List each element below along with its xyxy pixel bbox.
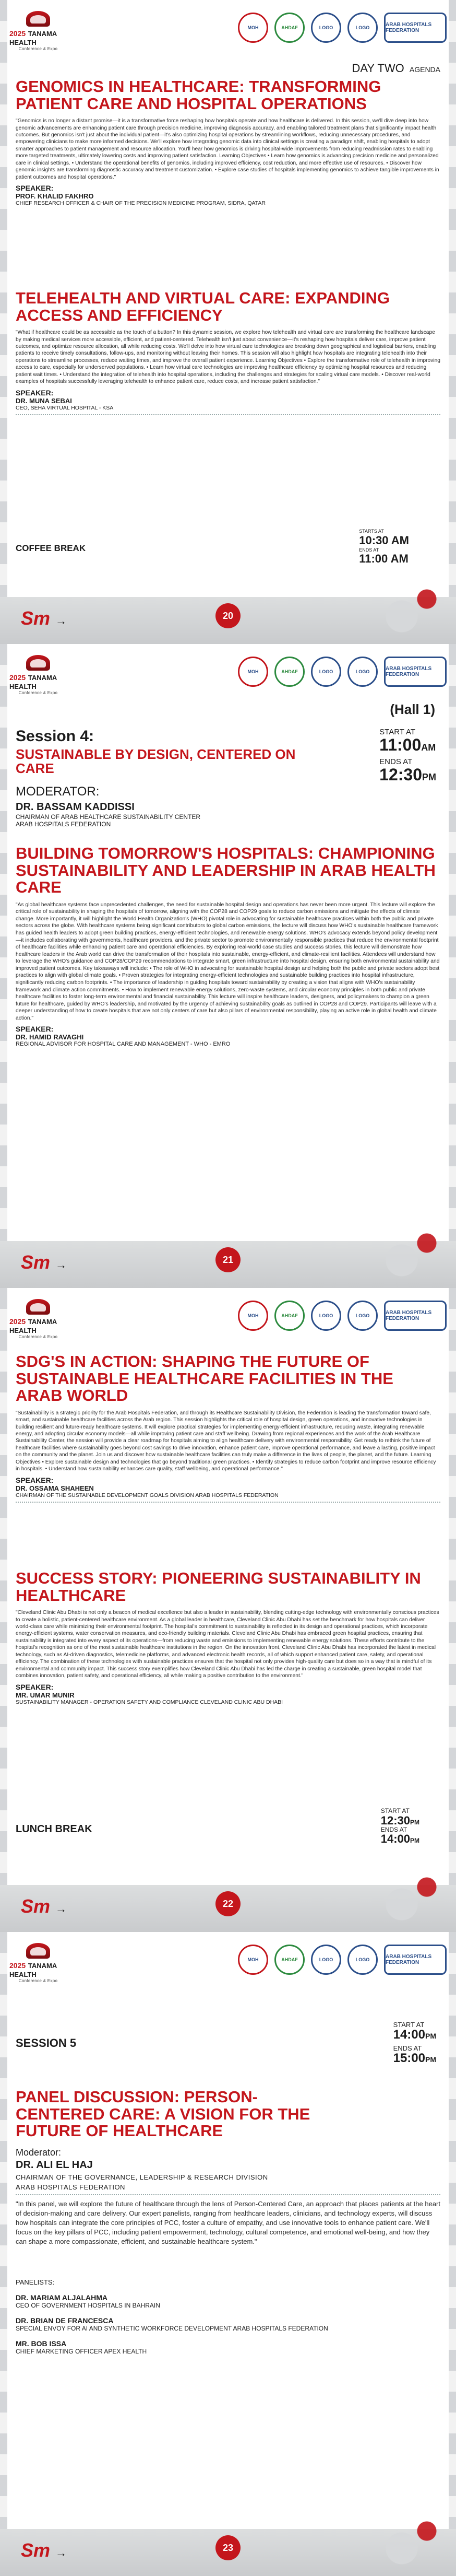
partner-logos	[67, 651, 447, 687]
partner-logo-5: ARAB HOSPITALS FEDERATION	[384, 657, 447, 687]
talk-title: TELEHEALTH AND VIRTUAL CARE: EXPANDING ACCESS AND EFFICIENCY	[16, 289, 390, 324]
start-caption: START AT	[379, 728, 416, 736]
crest-icon	[26, 1299, 50, 1315]
start-caption: START AT	[393, 2021, 425, 2029]
speaker-label: SPEAKER:	[16, 1476, 54, 1484]
end-time: 12:30	[379, 765, 422, 784]
partner-logos	[67, 1295, 447, 1331]
talk-sdgs	[16, 1353, 440, 1506]
partner-logo-4: LOGO	[347, 1945, 378, 1975]
speaker-name: DR. OSSAMA SHAHEEN	[16, 1484, 94, 1492]
divider	[16, 2194, 440, 2195]
panelist-role: CHIEF MARKETING OFFICER APEX HEALTH	[16, 2347, 147, 2355]
page-number: 23	[215, 2535, 241, 2560]
talk-description: "Genomics is no longer a distant promise—it is a transformative force reshaping how hospitals operate and how healthcare is delivered. In this session, we'll dive deep into how genomic advancements are enhancing patient care through precision medicine, improving diagnosis accuracy, and enabling tailored treatment plans that significantly impact health outcomes. But genomics isn't just about the individual patient—it's also optimizing hospital operations by streamlining workflows, reducing unnecessary procedures, and empowering clinicians to make more informed decisions. We'll explore how integrating genomic data into clinical settings is creating a paradigm shift, enabling hospitals to adopt smarter approaches to patient management and resource allocation. You'll hear how genomics is driving hospital-wide improvements from reducing readmission rates to enabling more targeted treatments, ultimately lowering costs and improving patient satisfaction. Learning Objectives • Learn how genomics is advancing precision medicine and personalized care in clinical settings. • Understand the operational benefits of genomics, including improved efficiency, cost reduction, and more effective use of resources. • Discover how genomic insights are transforming diagnostic accuracy and treatment customization. • Explore case studies of hospitals implementing genomics to achieve tangible improvements in patient outcomes and hospital operations."	[16, 118, 439, 180]
partner-logo-2: AHDAF	[274, 657, 305, 687]
speaker-role: CHAIRMAN OF THE SUSTAINABLE DEVELOPMENT GOALS DIVISION ARAB HOSPITALS FEDERATION	[16, 1492, 279, 1498]
agenda-page-20	[0, 0, 456, 644]
partner-logo-5: ARAB HOSPITALS FEDERATION	[384, 1945, 447, 1975]
partner-logo-3: LOGO	[311, 13, 341, 43]
decorative-graphic	[383, 576, 446, 634]
partner-logo-2: AHDAF	[274, 1945, 305, 1975]
arrow-icon: →	[55, 1902, 67, 1915]
brand-year: 2025	[9, 29, 26, 38]
partner-logo-1: MOH	[238, 1301, 268, 1331]
page-header	[9, 651, 447, 701]
panelist-name: DR. MARIAM ALJALAHMA	[16, 2293, 108, 2302]
speaker-label: SPEAKER:	[16, 388, 54, 397]
partner-logo-4: LOGO	[347, 657, 378, 687]
decorative-graphic	[383, 2508, 446, 2566]
talk-description: "As global healthcare systems face unprecedented challenges, the need for sustainable hospital design and operations has never been more urgent. This lecture will explore the critical role of sustainability in shaping the hospitals of tomorrow, aligning with the COP28 and COP29 goals to reduce carbon emissions and mitigate the effects of climate change. More importantly, it will highlight the World Health Organization's (WHO) pivotal role in advocating for sustainable healthcare practices within both the public and private sectors across the globe. With healthcare systems being significant contributors to global carbon emissions, the lecture will discuss how WHO's sustainable healthcare framework has guided health leaders to adopt green building practices, energy-efficient technologies, and renewable energy solutions. WHO's advocacy extends beyond policy development—it includes collaborating with governments, healthcare providers, and the private sector to promote environmentally responsible practices that reduce the environmental footprint of healthcare facilities while enhancing patient care and operational efficiencies. By exploring real-world case studies and success stories, this lecture will demonstrate how healthcare leaders in the Arab world can drive the transformation of their hospitals into sustainable, energy-efficient, and climate-resilient facilities. Attendees will understand how to leverage the WHO's guidance and COP28/COP29 recommendations to integrate smart, green infrastructure into hospital design, ensuring both environmental sustainability and improved patient outcomes. Key takeaways will include: • The role of WHO in advocating for sustainable hospital design and helping both the public and private sectors adopt best practices to align with global climate goals. • Proven strategies for integrating energy-efficient technologies and sustainable building practices into hospital infrastructure, significantly reducing carbon footprints. • The importance of leadership in guiding hospitals toward sustainability by creating a vision that aligns with WHO's sustainability framework and climate action commitments. • How to implement renewable energy solutions, zero-waste systems, and circular economy principles in both public and private healthcare facilities to foster long-term environmental and financial sustainability. This lecture will inspire healthcare leaders, designers, and policymakers to champion a green future for healthcare, guided by WHO's leadership, and motivated by the urgency of achieving sustainability goals as outlined in COP28 and COP29. Participants will leave with a deeper understanding of how to create hospitals that are not only centers of care but also pillars of environmental responsibility, playing an active role in global health and climate action."	[16, 901, 440, 1021]
break-end-caption: ENDS AT	[359, 547, 379, 553]
panelist-name: DR. BRIAN DE FRANCESCA	[16, 2316, 114, 2325]
panel-title: PANEL DISCUSSION: PERSON-CENTERED CARE: A VISION FOR THE FUTURE OF HEALTHCARE	[16, 2088, 310, 2140]
talk-genomics	[16, 78, 440, 206]
panelist-name: MR. BOB ISSA	[16, 2339, 67, 2348]
break-start-caption: START AT	[380, 1807, 410, 1814]
crest-icon	[26, 1943, 50, 1959]
talk-title: SUCCESS STORY: PIONEERING SUSTAINABILITY IN HEALTHCARE	[16, 1569, 421, 1605]
brand-sub: Conference & Expo	[18, 1334, 58, 1339]
side-stripe-right	[449, 644, 456, 1288]
speaker-label: SPEAKER:	[16, 1682, 54, 1691]
partner-logo-2: AHDAF	[274, 1301, 305, 1331]
moderator-org: ARAB HOSPITALS FEDERATION	[16, 820, 111, 828]
crest-icon	[26, 11, 50, 27]
footer-mark-text: Sm	[21, 607, 51, 629]
page-header	[9, 1939, 447, 1989]
talk-description: "Cleveland Clinic Abu Dhabi is not only a beacon of medical excellence but also a leader in sustainability, blending cutting-edge technology with environmentally conscious practices to create a holistic, patient-centered healthcare environment. As a global leader in healthcare, Cleveland Clinic Abu Dhabi has set the benchmark for how hospitals can deliver world-class care while minimizing their environmental footprint. The hospital's commitment to sustainability is reflected in its design and operational practices, which incorporate energy-efficient systems, water conservation measures, and eco-friendly building materials. Cleveland Clinic Abu Dhabi has embraced green hospital practices, ensuring that sustainability is integrated into every aspect of its operations—from reducing waste and emissions to implementing renewable energy solutions. These efforts contribute to the hospital's recognition as one of the most sustainable healthcare institutions in the region. On the innovation front, Cleveland Clinic Abu Dhabi has incorporated the latest in medical technology, such as AI-driven diagnostics, telemedicine platforms, and advanced electronic health records, all of which support enhanced patient care, safety, and operational efficiency. The combination of these technologies with sustainable practices ensures that the hospital not only provides high-quality care but does so in a way that is mindful of its environmental and community impact. This success story exemplifies how Cleveland Clinic Abu Dhabi has led the charge in creating a sustainable, green hospital model that combines innovation, patient safety, and operational efficiency, all while making a positive contribution to the environment."	[16, 1610, 439, 1679]
partner-logo-1: MOH	[238, 1945, 268, 1975]
side-stripe-right	[449, 1932, 456, 2576]
speaker-role: CHIEF RESEARCH OFFICER & CHAIR OF THE PRECISION MEDICINE PROGRAM, SIDRA, QATAR	[16, 200, 266, 207]
moderator-label: MODERATOR:	[16, 784, 100, 799]
break-end-suffix: PM	[410, 1837, 419, 1845]
break-end-caption: ENDS AT	[380, 1825, 407, 1833]
footer-mark	[21, 1251, 67, 1273]
speaker-role: SUSTAINABILITY MANAGER - OPERATION SAFETY AND COMPLIANCE CLEVELAND CLINIC ABU DHABI	[16, 1699, 283, 1705]
arrow-icon: →	[55, 1258, 67, 1271]
brand-name: TANAMA HEALTH	[9, 1961, 57, 1978]
talk-title: BUILDING TOMORROW'S HOSPITALS: CHAMPIONING SUSTAINABILITY AND LEADERSHIP IN ARAB HEALTH CARE	[16, 844, 436, 897]
footer-mark-text: Sm	[21, 1251, 51, 1273]
side-stripe-left	[0, 644, 7, 1288]
agenda-page-23	[0, 1932, 456, 2576]
brand-year: 2025	[9, 673, 26, 682]
partner-logo-5: ARAB HOSPITALS FEDERATION	[384, 1301, 447, 1331]
partner-logo-1: MOH	[238, 657, 268, 687]
decorative-graphic	[383, 1864, 446, 1922]
brand-name: TANAMA HEALTH	[9, 1317, 57, 1334]
speaker-role: REGIONAL ADVISOR FOR HOSPITAL CARE AND MANAGEMENT - WHO - EMRO	[16, 1041, 231, 1048]
break-times	[381, 1808, 419, 1845]
decorative-graphic	[383, 1220, 446, 1278]
page-number: 22	[215, 1891, 241, 1916]
speaker-name: DR. MUNA SEBAI	[16, 396, 72, 405]
side-stripe-right	[449, 0, 456, 644]
panelists-label: PANELISTS:	[16, 2278, 55, 2286]
footer-mark-text: Sm	[21, 1895, 51, 1917]
brand-year: 2025	[9, 1961, 26, 1970]
panelist	[16, 2339, 440, 2355]
moderator-org: ARAB HOSPITALS FEDERATION	[16, 2183, 125, 2191]
session-times	[393, 2021, 436, 2065]
start-suffix: PM	[425, 2032, 436, 2040]
page-header	[9, 7, 447, 57]
break-label: LUNCH BREAK	[16, 1823, 92, 1835]
panelist-role: SPECIAL ENVOY FOR AI AND SYNTHETIC WORKFORCE DEVELOPMENT ARAB HOSPITALS FEDERATION	[16, 2324, 328, 2332]
lunch-break	[16, 1808, 440, 1849]
footer-mark	[21, 607, 67, 629]
moderator-name: DR. ALI EL HAJ	[16, 2159, 93, 2171]
panelist	[16, 2316, 440, 2332]
side-stripe-left	[0, 1288, 7, 1932]
brand-sub: Conference & Expo	[18, 1978, 58, 1983]
break-start-caption: STARTS AT	[359, 529, 384, 534]
partner-logo-3: LOGO	[311, 1945, 341, 1975]
day-label	[352, 62, 441, 75]
start-suffix: AM	[421, 742, 436, 753]
moderator-label: Moderator:	[16, 2147, 62, 2158]
talk-telehealth	[16, 290, 440, 418]
partner-logo-3: LOGO	[311, 1301, 341, 1331]
divider	[16, 1502, 440, 1503]
session-title: SUSTAINABLE BY DESIGN, CENTERED ON CARE	[16, 746, 296, 777]
partner-logo-1: MOH	[238, 13, 268, 43]
talk-description: "Sustainability is a strategic priority for the Arab Hospitals Federation, and through its Healthcare Sustainability Division, the Federation is leading the transformation toward safe, smart, and sustainable healthcare facilities across the Arab region. This session highlights the critical role of hospital design, green operations, and innovative technologies in building resilient and future-ready healthcare systems. It will explore practical strategies for implementing energy-efficient infrastructure, reducing waste, integrating renewable energy, and adopting circular economy models—all while improving patient care and staff wellbeing. Drawing from regional experiences and the work of the Arab Healthcare Sustainability Center, the session will provide a clear roadmap for hospitals aiming to align healthcare delivery with environmental responsibility. Get ready to rethink the future of healthcare facilities where sustainability goes beyond cost savings to drive innovation, enhance patient care, improve operational performance, and leave a lasting, positive impact on the community and the planet. Join us and discover how sustainable healthcare facilities can truly make a difference in the lives of people, the planet, and the future. Learning Objectives • Explore sustainable design and technologies that go beyond traditional green practices. • Identify strategies to reduce carbon footprint and improve resource efficiency in hospitals. • Understand how sustainability enhances care quality, staff wellbeing, and operational performance."	[16, 1410, 436, 1472]
session-label: Session 4:	[16, 728, 94, 745]
partner-logo-5: ARAB HOSPITALS FEDERATION	[384, 13, 447, 43]
speaker-label: SPEAKER:	[16, 1025, 54, 1034]
side-stripe-left	[0, 0, 7, 644]
panelist-list	[16, 2293, 440, 2355]
break-label: COFFEE BREAK	[16, 543, 86, 553]
speaker-label: SPEAKER:	[16, 184, 54, 193]
break-end-time: 14:00	[380, 1832, 410, 1846]
talk-success-story	[16, 1570, 440, 1705]
moderator-name: DR. BASSAM KADDISSI	[16, 801, 135, 813]
panel-description: "In this panel, we will explore the future of healthcare through the lens of Person-Centered Care, an approach that places patients at the heart of decision-making and care delivery. Our expert panelists, ranging from healthcare leaders, clinicians, and technology experts, will discuss how hospitals can integrate the core principles of PCC, foster a culture of empathy, and use innovative tools to enhance patient care. We'll focus on the key pillars of PCC, including patient empowerment, technology, cultural competence, and emotional well-being, and how they can shape a more compassionate, efficient, and sustainable healthcare system."	[16, 2199, 440, 2246]
end-suffix: PM	[422, 772, 436, 782]
side-stripe-right	[449, 1288, 456, 1932]
speaker-name: DR. HAMID RAVAGHI	[16, 1033, 84, 1041]
day-label-text: DAY TWO	[352, 62, 404, 75]
day-label-sub: AGENDA	[409, 65, 440, 74]
partner-logos	[67, 1939, 447, 1975]
break-start-suffix: PM	[410, 1818, 419, 1826]
agenda-page-21	[0, 644, 456, 1288]
page-number: 20	[215, 603, 241, 628]
divider	[16, 414, 440, 415]
speaker-role: CEO, SEHA VIRTUAL HOSPITAL - KSA	[16, 404, 114, 411]
brand-logo	[9, 1295, 67, 1342]
break-times	[359, 528, 409, 565]
end-caption: ENDS AT	[393, 2044, 422, 2052]
panel-discussion	[16, 2089, 440, 2355]
break-start-time: 10:30 AM	[359, 533, 409, 547]
end-caption: ENDS AT	[379, 757, 413, 766]
crest-icon	[26, 655, 50, 671]
brand-sub: Conference & Expo	[18, 46, 58, 51]
break-end-time: 11:00 AM	[359, 552, 409, 566]
talk-title: SDG'S IN ACTION: SHAPING THE FUTURE OF SUSTAINABLE HEALTHCARE FACILITIES IN THE ARAB WORLD	[16, 1352, 393, 1405]
talk-title: GENOMICS IN HEALTHCARE: TRANSFORMING PATIENT CARE AND HOSPITAL OPERATIONS	[16, 77, 381, 113]
partner-logo-3: LOGO	[311, 657, 341, 687]
partner-logos	[67, 7, 447, 43]
talk-building-hospitals	[16, 845, 440, 1047]
brand-sub: Conference & Expo	[18, 690, 58, 695]
footer-mark	[21, 2539, 67, 2561]
speaker-name: MR. UMAR MUNIR	[16, 1691, 75, 1699]
hall-label: (Hall 1)	[390, 701, 435, 717]
side-stripe-left	[0, 1932, 7, 2576]
partner-logo-4: LOGO	[347, 1301, 378, 1331]
start-time: 14:00	[393, 2028, 425, 2042]
page-header	[9, 1295, 447, 1345]
end-time: 15:00	[393, 2051, 425, 2065]
session-header	[16, 728, 440, 828]
brand-logo	[9, 7, 67, 54]
panelist-role: CEO OF GOVERNMENT HOSPITALS IN BAHRAIN	[16, 2301, 160, 2309]
page-number: 21	[215, 1247, 241, 1272]
panelist	[16, 2293, 440, 2309]
break-start-time: 12:30	[380, 1813, 410, 1827]
partner-logo-4: LOGO	[347, 13, 378, 43]
agenda-page-22	[0, 1288, 456, 1932]
moderator-role: CHAIRMAN OF THE GOVERNANCE, LEADERSHIP & RESEARCH DIVISION	[16, 2173, 268, 2181]
session-label: SESSION 5	[16, 2036, 77, 2050]
partner-logo-2: AHDAF	[274, 13, 305, 43]
arrow-icon: →	[55, 614, 67, 627]
brand-year: 2025	[9, 1317, 26, 1326]
start-time: 11:00	[379, 735, 422, 754]
coffee-break	[16, 528, 440, 564]
brand-logo	[9, 651, 67, 698]
session-times	[379, 728, 436, 783]
session-header	[16, 2036, 440, 2050]
talk-description: "What if healthcare could be as accessible as the touch of a button? In this dynamic session, we explore how telehealth and virtual care are transforming the healthcare landscape by making medical services more accessible, efficient, and patient-centered. Telehealth isn't just about convenience—it's reshaping how hospitals deliver care, improve patient outcomes, and optimize resource allocation, all while reducing costs. We'll delve into how virtual care technologies are breaking down geographical and logistical barriers, enabling patients to receive timely consultations, follow-ups, and monitoring without leaving their homes. This session will also highlight how hospitals are integrating telehealth into their operations to streamline processes, reduce waiting times, and improve the overall patient experience. Learning Objectives • Explore the transformative role of telehealth in improving access to care, especially for underserved populations. • Learn how virtual care technologies are improving healthcare efficiency by optimizing hospital resources and reducing patient wait times. • Understand the integration of telehealth into hospital operations, including the challenges and strategies for scaling virtual care models. • Discover real-world examples of hospitals successfully leveraging telehealth to enhance patient care, reduce costs, and increase patient satisfaction."	[16, 330, 440, 385]
brand-name: TANAMA HEALTH	[9, 673, 57, 690]
footer-mark-text: Sm	[21, 2539, 51, 2561]
footer-mark	[21, 1895, 67, 1917]
brand-name: TANAMA HEALTH	[9, 29, 57, 46]
end-suffix: PM	[425, 2055, 436, 2064]
arrow-icon: →	[55, 2546, 67, 2559]
moderator-role: CHAIRMAN OF ARAB HEALTHCARE SUSTAINABILITY CENTER	[16, 813, 201, 821]
speaker-name: PROF. KHALID FAKHRO	[16, 192, 94, 201]
brand-logo	[9, 1939, 67, 1986]
